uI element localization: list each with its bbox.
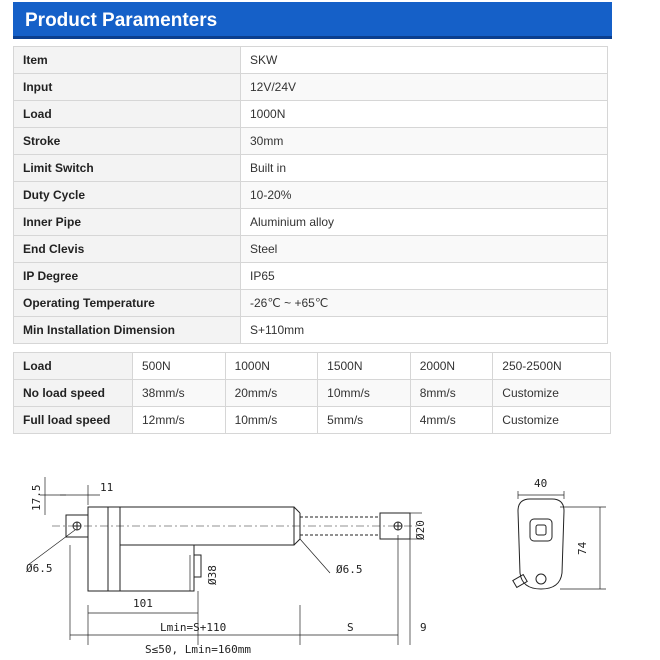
dim-101: 101 <box>133 597 153 610</box>
spec-key: Stroke <box>14 128 241 155</box>
table-row <box>14 407 611 434</box>
body-end-cap <box>88 507 108 591</box>
table-row <box>14 74 608 101</box>
speed-row-label: No load speed <box>14 380 133 407</box>
dim-9: 9 <box>420 621 427 634</box>
stroke-note: S≤50, Lmin=160mm <box>145 643 251 656</box>
table-row <box>14 353 611 380</box>
speed-table <box>13 352 611 434</box>
table-row <box>14 101 608 128</box>
table-row <box>14 317 608 344</box>
motor-housing <box>120 545 194 591</box>
dim-phi-6-5-right: Ø6.5 <box>336 563 363 576</box>
dim-phi-38: Ø38 <box>206 565 219 585</box>
side-view <box>28 477 422 645</box>
spec-value: S+110mm <box>241 317 608 344</box>
table-row <box>14 209 608 236</box>
spec-value: SKW <box>241 47 608 74</box>
section-title: Product Paramenters <box>25 10 218 31</box>
table-row <box>14 47 608 74</box>
spec-key: Inner Pipe <box>14 209 241 236</box>
speed-row-label: Full load speed <box>14 407 133 434</box>
end-view-body <box>518 499 564 589</box>
dim-phi-20: Ø20 <box>414 520 427 540</box>
speed-cell: 1000N <box>225 353 318 380</box>
speed-cell: 12mm/s <box>133 407 226 434</box>
table-row <box>14 155 608 182</box>
spec-key: Duty Cycle <box>14 182 241 209</box>
spec-value: Aluminium alloy <box>241 209 608 236</box>
speed-cell: 8mm/s <box>410 380 493 407</box>
speed-cell: 10mm/s <box>225 407 318 434</box>
speed-cell: Customize <box>493 380 611 407</box>
spec-key: Limit Switch <box>14 155 241 182</box>
spec-value: -26℃ ~ +65℃ <box>241 290 608 317</box>
speed-cell: 5mm/s <box>318 407 411 434</box>
speed-cell: 1500N <box>318 353 411 380</box>
spec-key: Input <box>14 74 241 101</box>
end-view-labels <box>534 477 589 555</box>
dim-11: 11 <box>100 481 114 494</box>
speed-cell: 4mm/s <box>410 407 493 434</box>
table-row <box>14 182 608 209</box>
spec-value: IP65 <box>241 263 608 290</box>
table-row <box>14 236 608 263</box>
speed-cell: Customize <box>493 407 611 434</box>
dim-74: 74 <box>576 541 589 555</box>
speed-cell: 10mm/s <box>318 380 411 407</box>
table-row <box>14 263 608 290</box>
spec-value: 1000N <box>241 101 608 128</box>
dim-40: 40 <box>534 477 548 490</box>
speed-row-label: Load <box>14 353 133 380</box>
speed-cell: 500N <box>133 353 226 380</box>
speed-cell: 20mm/s <box>225 380 318 407</box>
dim-17-5: 17.5 <box>30 484 43 511</box>
table-row <box>14 380 611 407</box>
table-row <box>14 128 608 155</box>
spec-table <box>13 46 608 344</box>
actuator-dimension-drawing <box>0 455 660 660</box>
spec-value: 12V/24V <box>241 74 608 101</box>
spec-value: 30mm <box>241 128 608 155</box>
speed-cell: 2000N <box>410 353 493 380</box>
speed-cell: 250-2500N <box>493 353 611 380</box>
spec-value: Steel <box>241 236 608 263</box>
spec-key: IP Degree <box>14 263 241 290</box>
dim-s: S <box>347 621 354 634</box>
spec-key: Load <box>14 101 241 128</box>
spec-key: End Clevis <box>14 236 241 263</box>
speed-cell: 38mm/s <box>133 380 226 407</box>
table-row <box>14 290 608 317</box>
dim-lmin: Lmin=S+110 <box>160 621 227 634</box>
spec-value: Built in <box>241 155 608 182</box>
spec-key: Operating Temperature <box>14 290 241 317</box>
end-view <box>513 491 606 589</box>
section-header <box>13 2 612 39</box>
spec-value: 10-20% <box>241 182 608 209</box>
dim-phi-6-5-left: Ø6.5 <box>26 562 53 575</box>
spec-key: Min Installation Dimension <box>14 317 241 344</box>
spec-key: Item <box>14 47 241 74</box>
